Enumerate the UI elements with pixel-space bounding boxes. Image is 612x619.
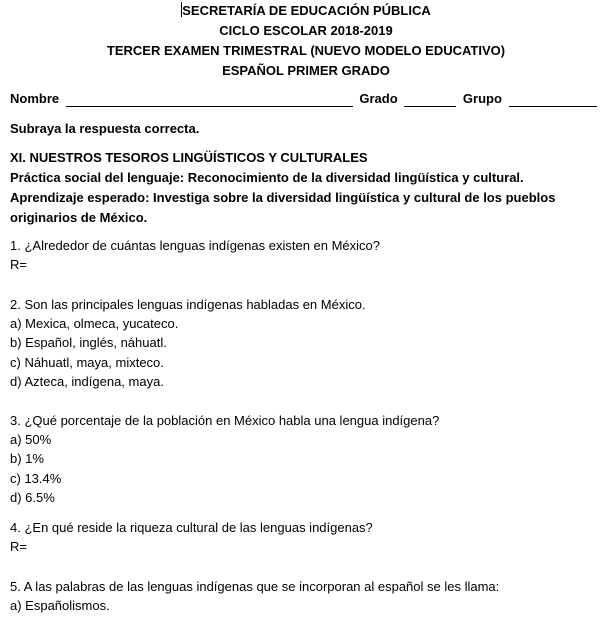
question-2-option-b[interactable]: b) Español, inglés, náhuatl. <box>10 335 167 351</box>
question-2-option-d[interactable]: d) Azteca, indígena, maya. <box>10 373 164 389</box>
section-block <box>10 148 604 228</box>
question-4-text: 4. ¿En qué reside la riqueza cultural de las lenguas indígenas? <box>10 520 373 535</box>
question-4 <box>10 518 604 556</box>
question-1-text: 1. ¿Alrededor de cuántas lenguas indígenas existen en México? <box>10 238 381 253</box>
instruction-text: Subraya la respuesta correcta. <box>10 121 200 136</box>
header-ministry: SECRETARÍA DE EDUCACIÓN PÚBLICA <box>182 3 431 18</box>
header-line-2: CICLO ESCOLAR 2018-2019 <box>219 23 393 38</box>
question-3-option-a[interactable]: a) 50% <box>10 432 52 448</box>
question-2-text: 2. Son las principales lenguas indígenas habladas en México. <box>10 297 366 312</box>
question-5-option-a[interactable]: a) Españolismos. <box>10 598 110 614</box>
grado-blank[interactable] <box>404 92 456 107</box>
header-line-3: TERCER EXAMEN TRIMESTRAL (NUEVO MODELO EDUCATIVO) <box>106 43 506 58</box>
header-line-4: ESPAÑOL PRIMER GRADO <box>222 63 390 78</box>
question-3-option-c[interactable]: c) 13.4% <box>10 470 62 486</box>
exam-header <box>0 0 612 81</box>
question-2 <box>10 295 604 391</box>
question-2-option-a[interactable]: a) Mexica, olmeca, yucateco. <box>10 316 179 332</box>
question-2-option-c[interactable]: c) Náhuatl, maya, mixteco. <box>10 354 164 370</box>
nombre-label: Nombre <box>10 91 60 106</box>
question-5-text: 5. A las palabras de las lenguas indígenas que se incorporan al español se les llama: <box>10 579 500 594</box>
header-line-1 <box>0 1 612 21</box>
practice-text: Práctica social del lenguaje: Reconocimiento de la diversidad lingüística y cultural. <box>10 170 524 185</box>
section-title: XI. NUESTROS TESOROS LINGÜÍSTICOS Y CULTURALES <box>10 150 368 165</box>
question-5 <box>10 577 604 615</box>
expected-learning-line-1: Aprendizaje esperado: Investiga sobre la diversidad lingüística y cultural de los pueblos <box>10 190 556 205</box>
grupo-label: Grupo <box>462 91 502 106</box>
expected-learning-line-2: originarios de México. <box>10 210 148 225</box>
grado-label: Grado <box>359 91 398 106</box>
nombre-blank[interactable] <box>66 92 353 107</box>
question-1-answer[interactable]: R= <box>10 257 27 273</box>
student-fields <box>10 89 602 109</box>
question-1 <box>10 236 604 274</box>
question-3-option-d[interactable]: d) 6.5% <box>10 489 55 505</box>
question-3-text: 3. ¿Qué porcentaje de la población en México habla una lengua indígena? <box>10 413 440 428</box>
question-3 <box>10 411 604 507</box>
question-3-option-b[interactable]: b) 1% <box>10 451 44 467</box>
question-4-answer[interactable]: R= <box>10 539 27 555</box>
grupo-blank[interactable] <box>509 92 597 107</box>
